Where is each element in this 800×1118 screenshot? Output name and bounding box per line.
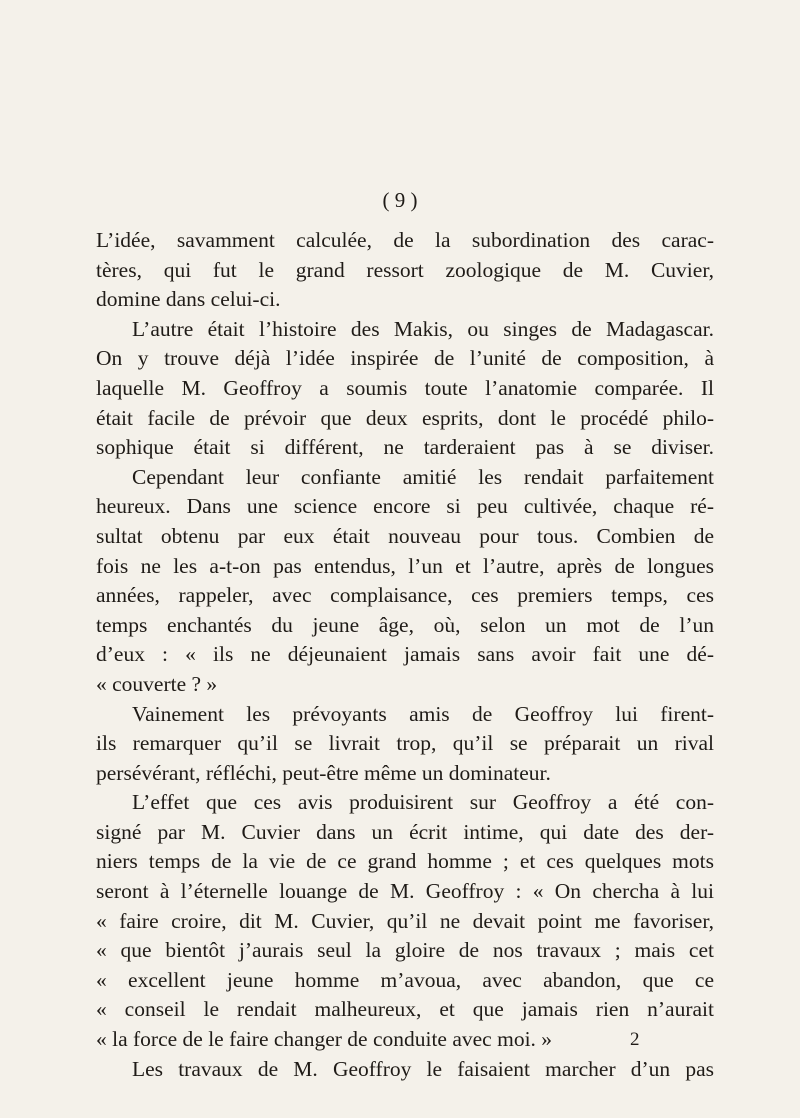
text-line: sultat obtenu par eux était nouveau pour tous. Combien de [96,523,714,548]
text-line: L’autre était l’histoire des Makis, ou singes de Madagascar. [132,316,714,341]
text-line: Vainement les prévoyants amis de Geoffroy lui firent- [132,701,714,726]
text-line: « la force de le faire changer de conduite avec moi. » [96,1027,553,1052]
text-line: « excellent jeune homme m’avoua, avec abandon, que ce [96,967,714,992]
text-line: Cependant leur confiante amitié les rendait parfaitement [132,464,714,489]
body-text [96,226,714,1084]
text-line: « que bientôt j’aurais seul la gloire de nos travaux ; mais cet [96,938,714,963]
text-line: fois ne les a-t-on pas entendus, l’un et l’autre, après de longues [96,553,714,578]
text-line: « couverte ? » [96,671,218,696]
text-line: était facile de prévoir que deux esprits, dont le procédé philo- [96,405,714,430]
text-line: seront à l’éternelle louange de M. Geoffroy : « On chercha à lui [96,879,714,904]
text-line: persévérant, réfléchi, peut-être même un dominateur. [96,760,551,785]
text-line: L’effet que ces avis produisirent sur Geoffroy a été con- [132,790,714,815]
text-line: domine dans celui-ci. [96,287,281,312]
text-line: laquelle M. Geoffroy a soumis toute l’anatomie comparée. Il [96,375,714,400]
text-line: signé par M. Cuvier dans un écrit intime, qui date des der- [96,819,714,844]
text-line: d’eux : « ils ne déjeunaient jamais sans avoir fait une dé- [96,642,714,667]
text-line: sophique était si différent, ne tarderaient pas à se diviser. [96,435,714,460]
text-line: années, rappeler, avec complaisance, ces premiers temps, ces [96,583,714,608]
text-line: On y trouve déjà l’idée inspirée de l’unité de composition, à [96,346,714,371]
text-line: « conseil le rendait malheureux, et que jamais rien n’aurait [96,997,714,1022]
text-line: tères, qui fut le grand ressort zoologique de M. Cuvier, [96,257,714,282]
text-line: ils remarquer qu’il se livrait trop, qu’il se préparait un rival [96,731,714,756]
text-line: heureux. Dans une science encore si peu cultivée, chaque ré- [96,494,714,519]
text-line: « faire croire, dit M. Cuvier, qu’il ne devait point me favoriser, [96,908,714,933]
text-line: niers temps de la vie de ce grand homme ; et ces quelques mots [96,849,714,874]
page-number: ( 9 ) [382,188,418,212]
signature-mark: 2 [630,1029,640,1050]
text-line: Les travaux de M. Geoffroy le faisaient marcher d’un pas [132,1056,714,1081]
text-line: L’idée, savamment calculée, de la subordination des carac- [96,228,714,252]
text-line: temps enchantés du jeune âge, où, selon un mot de l’un [96,612,714,637]
